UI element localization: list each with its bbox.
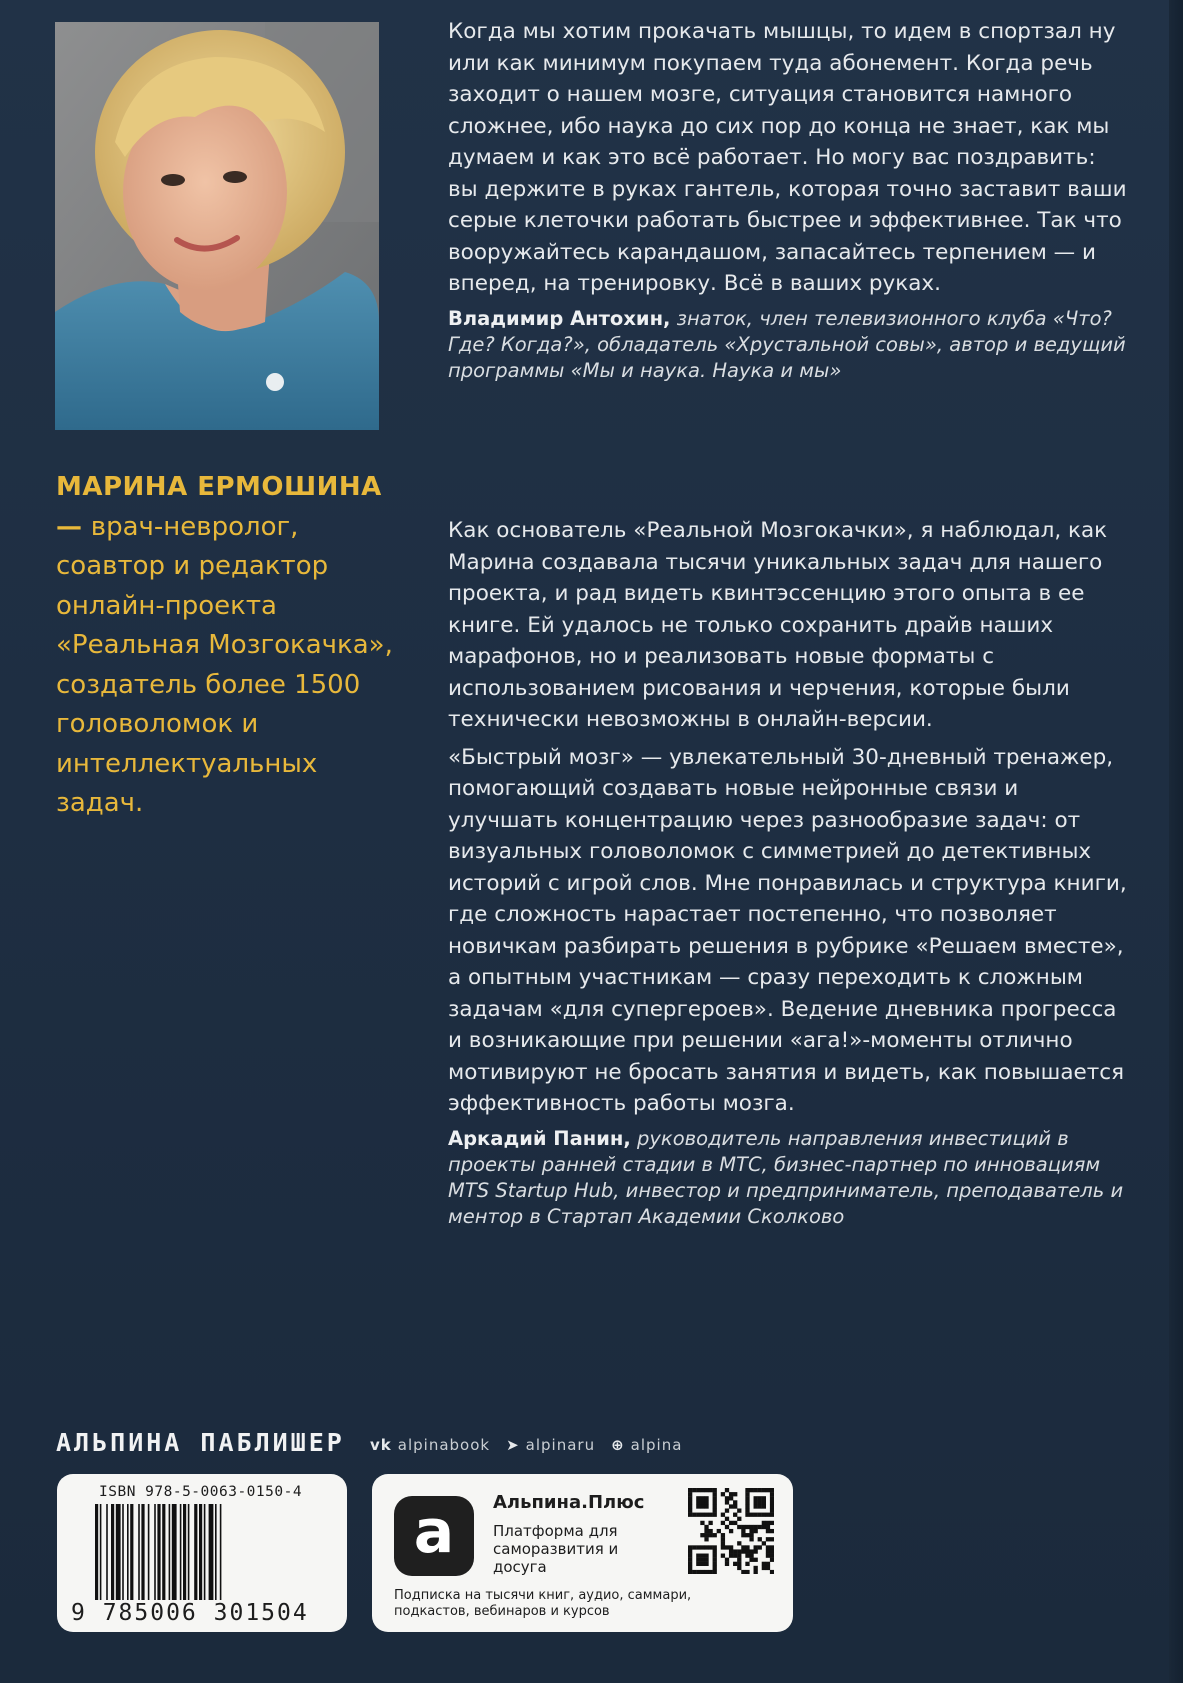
qr-code-icon[interactable] — [688, 1488, 774, 1574]
telegram-icon: ➤ — [506, 1436, 520, 1454]
author-name: МАРИНА ЕРМОШИНА — — [56, 472, 382, 542]
reviewer-role: руководитель направления инвестиций в проекты ранней стадии в МТС, бизнес-партнер по инновациям MTS Startup Hub, инвестор и предприниматель, преподаватель и ментор в Стартап Академии Сколково — [448, 1126, 1124, 1228]
alpina-plus-logo-icon: a — [394, 1496, 474, 1576]
reviewer-role: знаток, член телевизионного клуба «Что? Где? Когда?», обладатель «Хрустальной совы», автор и ведущий программы «Мы и наука. Наука и мы» — [448, 306, 1126, 382]
author-description: врач-невролог, соавтор и редактор онлайн-проекта «Реальная Мозгокачка», создатель более 1500 головоломок и интеллектуальных задач. — [56, 511, 393, 818]
barcode-box — [57, 1474, 347, 1632]
alpina-plus-footer: Подписка на тысячи книг, аудио, саммари, подкастов, вебинаров и курсов — [394, 1588, 692, 1619]
isbn-text: ISBN 978-5-0063-0150-4 — [99, 1484, 303, 1500]
alpina-plus-title: Альпина.Плюс — [493, 1492, 645, 1513]
alpina-plus-description: Платформа для саморазвития и досуга — [493, 1522, 619, 1576]
review-panin — [448, 515, 1128, 1230]
review-paragraph-1: Как основатель «Реальной Мозгокачки», я наблюдал, как Марина создавала тысячи уникальных задач для нашего проекта, и рад видеть квинтэссенцию этого опыта в ее книге. Ей удалось не только сохранить драйв наших марафонов, но и реализовать новые форматы с использованием рисования и черчения, которые были технически невозможны в онлайн-версии. — [448, 518, 1108, 732]
alpina-plus-box — [372, 1474, 793, 1632]
author-bio — [56, 468, 396, 824]
review-antokhin — [448, 16, 1128, 384]
barcode-icon — [95, 1504, 311, 1600]
social-alpina[interactable]: ⊕ alpina — [611, 1436, 683, 1454]
review-attribution — [448, 306, 1128, 384]
review-paragraph-2: «Быстрый мозг» — увлекательный 30-дневный тренажер, помогающий создавать новые нейронные связи и улучшать концентрацию через разнообразие задач: от визуальных головоломок с симметрией до детективных историй с игрой слов. Мне понравилась и структура книги, где сложность нарастает постепенно, что позволяет новичкам разбирать решения в рубрике «Решаем вместе», а опытным участникам — сразу переходить к сложным задачам «для супергероев». Ведение дневника прогресса и возникающие при решении «ага!»-моменты отлично мотивируют не бросать занятия и видеть, как повышается эффективность работы мозга. — [448, 744, 1127, 1116]
review-text: Когда мы хотим прокачать мышцы, то идем в спортзал ну или как минимум покупаем туда абонемент. Когда речь заходит о нашем мозге, ситуация становится намного сложнее, ибо наука до сих пор до конца не знает, как мы думаем и как это всё работает. Но могу вас поздравить: вы держите в руках гантель, которая точно заставит ваши серые клеточки работать быстрее и эффективнее. Так что вооружайтесь карандашом, запасайтесь терпением — и вперед, на тренировку. Всё в ваших руках. — [448, 19, 1127, 296]
plus-circle-icon: ⊕ — [611, 1436, 625, 1454]
publisher-logo: АЛЬПИНА ПАБЛИШЕР — [56, 1428, 345, 1457]
cover-edge — [1169, 0, 1183, 1683]
reviewer-name: Аркадий Панин, — [448, 1126, 631, 1150]
social-vk[interactable]: vk alpinabook — [370, 1436, 491, 1454]
author-photo — [55, 22, 379, 430]
review-attribution — [448, 1126, 1128, 1230]
social-telegram[interactable]: ➤ alpinaru — [506, 1436, 596, 1454]
reviewer-name: Владимир Антохин, — [448, 306, 671, 330]
social-links — [370, 1436, 682, 1454]
vk-icon: vk — [370, 1436, 392, 1454]
ean-number: 9 785006 301504 — [71, 1600, 309, 1626]
